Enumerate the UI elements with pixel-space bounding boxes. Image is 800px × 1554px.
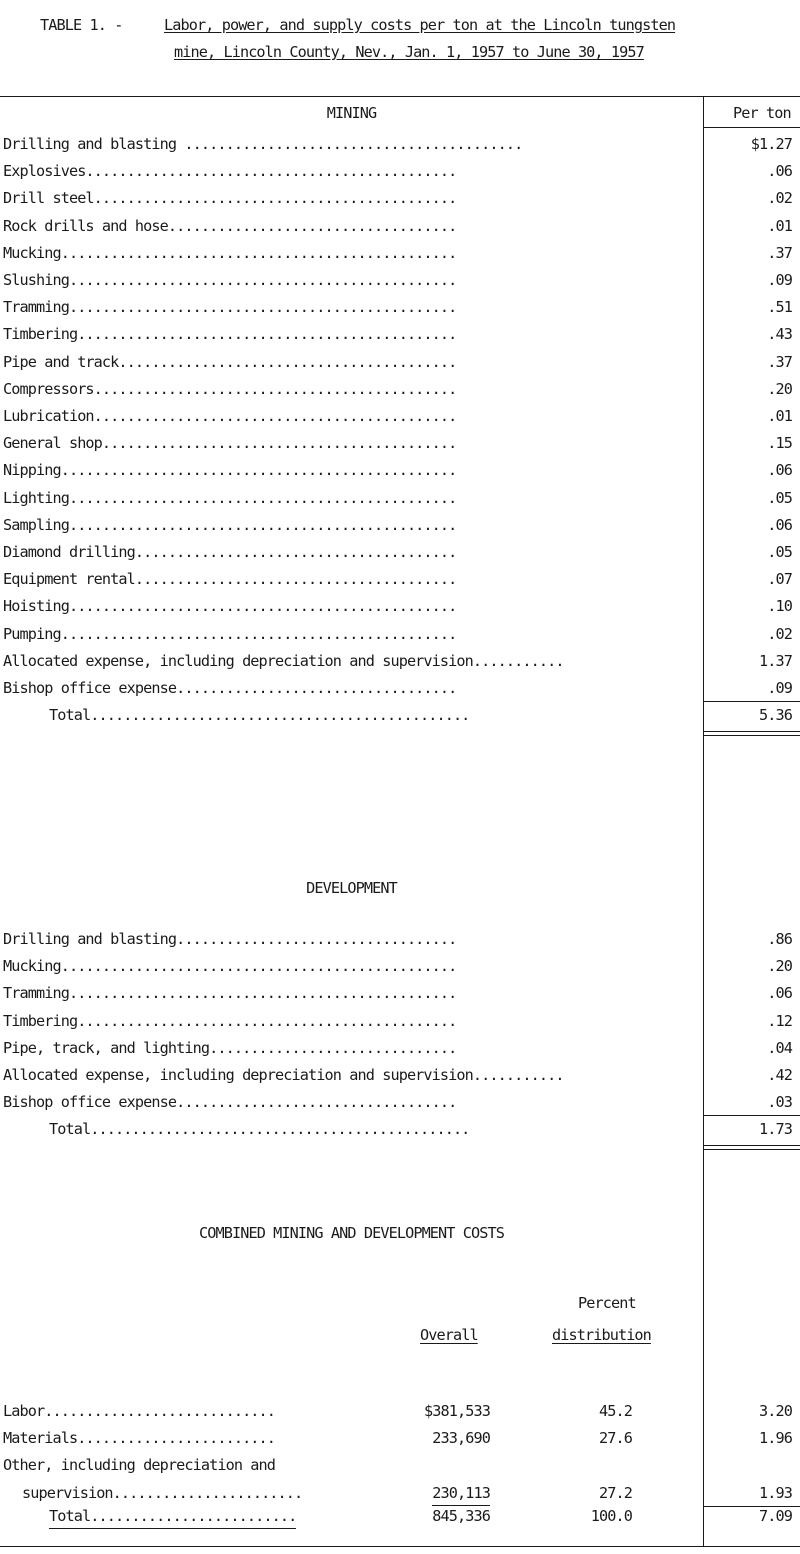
mining-section-header: MINING: [326, 104, 377, 122]
mining-row: [3, 322, 696, 346]
combined-total-percent: 100.0: [590, 1507, 632, 1525]
mining-row-per-ton: .15: [767, 434, 792, 452]
combined-other-label-line-1: Other, including depreciation and: [3, 1456, 276, 1474]
mining-row: [3, 377, 696, 401]
development-total-double-rule-2: [703, 1149, 800, 1150]
mining-row-label: Lighting...............................................: [3, 489, 457, 507]
caption-prefix: TABLE 1. -: [40, 16, 123, 34]
development-row-per-ton: .04: [767, 1039, 792, 1057]
mining-row-per-ton: $1.27: [750, 135, 792, 153]
mining-row-label: Slushing...............................................: [3, 271, 457, 289]
mining-row: [3, 159, 696, 183]
mining-row-per-ton: .02: [767, 625, 792, 643]
per-ton-header-rule: [703, 127, 800, 128]
mining-row-label: Diamond drilling.......................................: [3, 543, 457, 561]
mining-row-per-ton: .05: [767, 543, 792, 561]
development-row-label: Pipe, track, and lighting..............................: [3, 1039, 457, 1057]
combined-total-overall: 845,336: [432, 1507, 490, 1525]
combined-row-percent: 45.2: [599, 1402, 632, 1420]
mining-row-label: Tramming...............................................: [3, 298, 457, 316]
mining-row-per-ton: .37: [767, 244, 792, 262]
overall-column-header: Overall: [420, 1326, 478, 1344]
mining-row-label: Allocated expense, including depreciation and supervision...........: [3, 652, 564, 670]
mining-row: [3, 513, 696, 537]
mining-row: [3, 186, 696, 210]
development-row-per-ton: .12: [767, 1012, 792, 1030]
mining-row-per-ton: .06: [767, 162, 792, 180]
development-row-label: Allocated expense, including depreciation and supervision...........: [3, 1066, 564, 1084]
development-row: [3, 1063, 696, 1087]
combined-total-per-ton: 7.09: [759, 1507, 792, 1525]
mining-row: [3, 431, 696, 455]
combined-total-label: Total.........................: [49, 1504, 296, 1529]
mining-row: [3, 540, 696, 564]
mining-row-per-ton: .02: [767, 189, 792, 207]
development-row: [3, 927, 696, 951]
combined-row-per-ton: 3.20: [759, 1402, 792, 1420]
mining-row-per-ton: .05: [767, 489, 792, 507]
mining-row: [3, 458, 696, 482]
development-row-label: Mucking................................................: [3, 957, 457, 975]
mining-row: [3, 649, 696, 673]
mining-row: [3, 404, 696, 428]
development-row-per-ton: .20: [767, 957, 792, 975]
mining-row: [3, 567, 696, 591]
table-bottom-rule: [0, 1546, 800, 1547]
mining-total-double-rule-1: [703, 731, 800, 732]
development-row: [3, 1090, 696, 1114]
mining-row-label: Sampling...............................................: [3, 516, 457, 534]
mining-total-double-rule-2: [703, 735, 800, 736]
development-row-per-ton: .06: [767, 984, 792, 1002]
mining-row-label: Mucking................................................: [3, 244, 457, 262]
mining-row-label: Drill steel............................................: [3, 189, 457, 207]
mining-row-label: Compressors............................................: [3, 380, 457, 398]
mining-row: [3, 241, 696, 265]
mining-row-per-ton: .06: [767, 516, 792, 534]
mining-row: [3, 594, 696, 618]
mining-row-label: Nipping................................................: [3, 461, 457, 479]
combined-row-percent: 27.6: [599, 1429, 632, 1447]
mining-row: [3, 622, 696, 646]
development-row: [3, 1036, 696, 1060]
mining-row-per-ton: .51: [767, 298, 792, 316]
development-total-top-rule: [703, 1115, 800, 1116]
caption-line-1: Labor, power, and supply costs per ton at the Lincoln tungsten: [164, 16, 676, 34]
mining-row-label: General shop...........................................: [3, 434, 457, 452]
mining-row-label: Pumping................................................: [3, 625, 457, 643]
development-row-per-ton: .42: [767, 1066, 792, 1084]
mining-row-per-ton: 1.37: [759, 652, 792, 670]
mining-total-row-label: Total..............................................: [49, 706, 470, 724]
development-row-label: Timbering..............................................: [3, 1012, 457, 1030]
mining-row: [3, 214, 696, 238]
development-section-header: DEVELOPMENT: [306, 879, 397, 897]
development-total-row: [3, 1117, 696, 1141]
combined-row-overall: $381,533: [424, 1402, 490, 1420]
mining-row-label: Rock drills and hose...................................: [3, 217, 457, 235]
mining-row-label: Timbering..............................................: [3, 325, 457, 343]
combined-other-per-ton: 1.93: [759, 1484, 792, 1502]
development-total-row-per-ton: 1.73: [759, 1120, 792, 1138]
combined-other-label-line-2: supervision.......................: [22, 1484, 303, 1502]
mining-row-label: Hoisting...............................................: [3, 597, 457, 615]
per-ton-column-divider: [703, 96, 704, 1546]
mining-row-label: Pipe and track.........................................: [3, 353, 457, 371]
mining-total-row-per-ton: 5.36: [759, 706, 792, 724]
mining-row-per-ton: .09: [767, 271, 792, 289]
mining-row-label: Lubrication............................................: [3, 407, 457, 425]
percent-column-header-line-1: Percent: [578, 1294, 636, 1312]
mining-row: [3, 295, 696, 319]
mining-row-per-ton: .01: [767, 407, 792, 425]
mining-row-per-ton: .06: [767, 461, 792, 479]
development-row-per-ton: .86: [767, 930, 792, 948]
combined-per-ton-rule: [703, 1506, 800, 1507]
mining-row-per-ton: .07: [767, 570, 792, 588]
mining-row-label: Explosives.............................................: [3, 162, 457, 180]
development-row: [3, 1009, 696, 1033]
caption-line-2: mine, Lincoln County, Nev., Jan. 1, 1957 to June 30, 1957: [174, 43, 644, 61]
development-total-double-rule-1: [703, 1145, 800, 1146]
mining-row: [3, 268, 696, 292]
percent-column-header-line-2: distribution: [552, 1326, 651, 1344]
mining-row-label: Drilling and blasting .........................................: [3, 135, 523, 153]
table-top-rule: [0, 96, 800, 97]
development-row-label: Tramming...............................................: [3, 984, 457, 1002]
mining-row-per-ton: .37: [767, 353, 792, 371]
combined-row-per-ton: 1.96: [759, 1429, 792, 1447]
mining-row-per-ton: .01: [767, 217, 792, 235]
mining-row: [3, 676, 696, 700]
combined-row-label: Materials........................: [3, 1429, 276, 1447]
mining-row-per-ton: .09: [767, 679, 792, 697]
mining-row-label: Equipment rental.......................................: [3, 570, 457, 588]
per-ton-header: Per ton: [733, 104, 791, 122]
combined-section-header: COMBINED MINING AND DEVELOPMENT COSTS: [198, 1224, 504, 1242]
development-row: [3, 981, 696, 1005]
combined-other-overall: 230,113: [432, 1481, 490, 1506]
development-total-row-label: Total..............................................: [49, 1120, 470, 1138]
mining-row-per-ton: .20: [767, 380, 792, 398]
combined-row-label: Labor............................: [3, 1402, 276, 1420]
development-row-label: Bishop office expense..................................: [3, 1093, 457, 1111]
mining-row: [3, 350, 696, 374]
mining-row: [3, 486, 696, 510]
mining-row-per-ton: .43: [767, 325, 792, 343]
mining-row: [3, 132, 696, 156]
development-row-label: Drilling and blasting..................................: [3, 930, 457, 948]
mining-total-row: [3, 703, 696, 727]
mining-total-top-rule: [703, 701, 800, 702]
development-row: [3, 954, 696, 978]
combined-row-overall: 233,690: [432, 1429, 490, 1447]
development-row-per-ton: .03: [767, 1093, 792, 1111]
mining-row-label: Bishop office expense..................................: [3, 679, 457, 697]
combined-other-percent: 27.2: [599, 1484, 632, 1502]
mining-row-per-ton: .10: [767, 597, 792, 615]
